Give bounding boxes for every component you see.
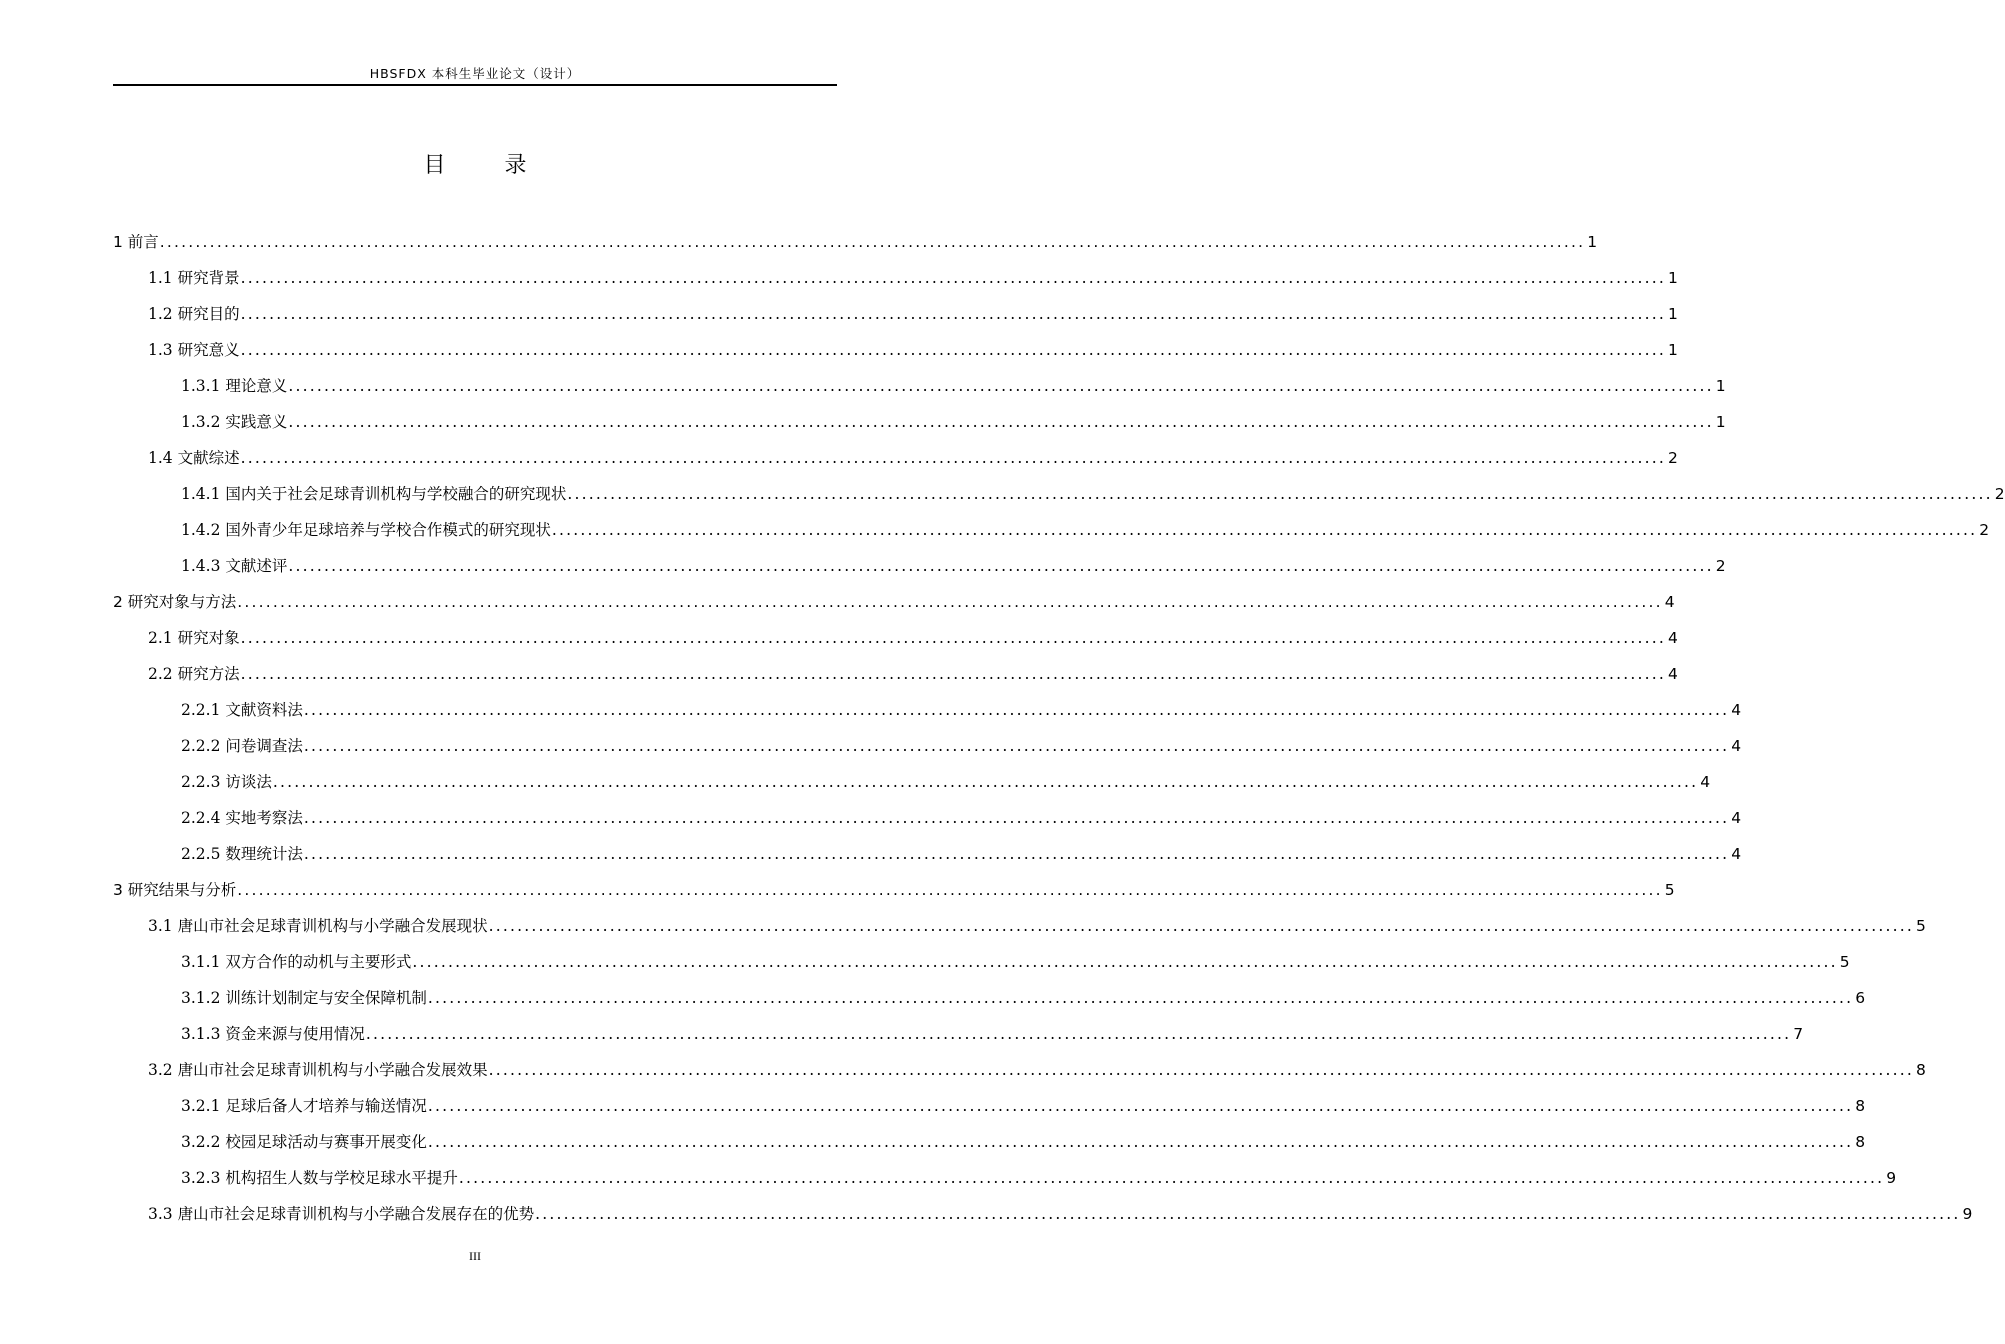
toc-entry-title: 1.1 研究背景	[148, 269, 240, 287]
toc-entry-page: 8	[1855, 1097, 1866, 1115]
toc-entry-title: 3.1.2 训练计划制定与安全保障机制	[181, 989, 427, 1007]
toc-entry-title: 3.2.3 机构招生人数与学校足球水平提升	[181, 1169, 458, 1187]
toc-entry-page: 4	[1700, 773, 1711, 791]
toc-entry-title: 2.2.3 访谈法	[181, 773, 272, 791]
toc-leader-dots: ........................................................................................................................................................................................................	[303, 809, 1730, 827]
toc-entry-title: 2.2 研究方法	[148, 665, 240, 683]
toc-leader-dots: ........................................................................................................................................................................................................	[488, 917, 1914, 935]
toc-entry-title: 3.2 唐山市社会足球青训机构与小学融合发展效果	[148, 1061, 488, 1079]
page-number: III	[469, 1249, 481, 1263]
toc-entry[interactable]	[113, 836, 1742, 872]
toc-entry[interactable]	[113, 1088, 1866, 1124]
toc-entry-page: 4	[1667, 629, 1678, 647]
toc-leader-dots: ........................................................................................................................................................................................................	[488, 1061, 1914, 1079]
toc-entry[interactable]	[113, 656, 1678, 692]
toc-entry[interactable]	[113, 872, 1675, 908]
toc-entry-title: 1.4.3 文献述评	[181, 557, 288, 575]
header-rule	[113, 84, 837, 86]
toc-entry[interactable]	[113, 944, 1850, 980]
toc-entry-title: 2.1 研究对象	[148, 629, 240, 647]
toc-leader-dots: ........................................................................................................................................................................................................	[288, 377, 1714, 395]
toc-entry[interactable]	[113, 548, 1726, 584]
toc-entry-title: 1.2 研究目的	[148, 305, 240, 323]
toc-leader-dots: ........................................................................................................................................................................................................	[272, 773, 1699, 791]
toc-title: 目 录	[423, 153, 553, 178]
toc-leader-dots: ........................................................................................................................................................................................................	[365, 1025, 1792, 1043]
toc-entry[interactable]	[113, 404, 1726, 440]
toc-entry-page: 1	[1667, 269, 1678, 287]
toc-entry-page: 1	[1715, 377, 1726, 395]
toc-entry-page: 5	[1916, 917, 1926, 935]
toc-entry[interactable]	[113, 584, 1675, 620]
toc-entry-page: 7	[1793, 1025, 1804, 1043]
toc-leader-dots: ........................................................................................................................................................................................................	[240, 269, 1666, 287]
toc-leader-dots: ........................................................................................................................................................................................................	[427, 989, 1854, 1007]
toc-entry[interactable]	[113, 440, 1678, 476]
toc-entry-page: 5	[1664, 881, 1675, 899]
toc-entry-page: 1	[1667, 305, 1678, 323]
toc-entry[interactable]	[113, 224, 1598, 260]
toc-entry-title: 3.3 唐山市社会足球青训机构与小学融合发展存在的优势	[148, 1205, 535, 1223]
toc-leader-dots: ........................................................................................................................................................................................................	[412, 953, 1838, 971]
toc-leader-dots: ........................................................................................................................................................................................................	[303, 845, 1730, 863]
toc-leader-dots: ........................................................................................................................................................................................................	[288, 557, 1714, 575]
toc-leader-dots: ........................................................................................................................................................................................................	[240, 341, 1666, 359]
toc-entry[interactable]	[113, 1016, 1804, 1052]
toc-leader-dots: ........................................................................................................................................................................................................	[159, 233, 1586, 251]
toc-leader-dots: ........................................................................................................................................................................................................	[535, 1205, 1961, 1223]
toc-leader-dots: ........................................................................................................................................................................................................	[427, 1097, 1854, 1115]
toc-entry-title: 1 前言	[113, 233, 159, 251]
toc-entry-page: 5	[1839, 953, 1850, 971]
toc-entry[interactable]	[113, 800, 1742, 836]
toc-leader-dots: ........................................................................................................................................................................................................	[551, 521, 1978, 539]
toc-entry-title: 3.1 唐山市社会足球青训机构与小学融合发展现状	[148, 917, 488, 935]
toc-leader-dots: ........................................................................................................................................................................................................	[240, 449, 1666, 467]
toc-entry[interactable]	[113, 764, 1711, 800]
toc-entry[interactable]	[113, 908, 1926, 944]
toc-entry[interactable]	[113, 296, 1678, 332]
toc-leader-dots: ........................................................................................................................................................................................................	[458, 1169, 1885, 1187]
toc-entry-title: 3.1.3 资金来源与使用情况	[181, 1025, 365, 1043]
toc-entry-title: 3 研究结果与分析	[113, 881, 237, 899]
toc-entry[interactable]	[113, 728, 1742, 764]
toc-entry-page: 4	[1664, 593, 1675, 611]
toc-entry-page: 4	[1731, 809, 1742, 827]
toc-entry-page: 6	[1855, 989, 1866, 1007]
toc-leader-dots: ........................................................................................................................................................................................................	[303, 737, 1730, 755]
toc-entry[interactable]	[113, 980, 1866, 1016]
toc-entry[interactable]	[113, 1160, 1897, 1196]
toc-entry[interactable]	[113, 512, 1990, 548]
toc-entry-title: 1.3.2 实践意义	[181, 413, 288, 431]
toc-entry-title: 3.2.1 足球后备人才培养与输送情况	[181, 1097, 427, 1115]
toc-leader-dots: ........................................................................................................................................................................................................	[237, 593, 1663, 611]
toc-entry[interactable]	[113, 1052, 1926, 1088]
toc-entry-title: 3.1.1 双方合作的动机与主要形式	[181, 953, 412, 971]
toc-leader-dots: ........................................................................................................................................................................................................	[237, 881, 1663, 899]
toc-entry-title: 1.4 文献综述	[148, 449, 240, 467]
toc-entry[interactable]	[113, 620, 1678, 656]
toc-entry-title: 1.4.1 国内关于社会足球青训机构与学校融合的研究现状	[181, 485, 567, 503]
toc-entry-page: 8	[1855, 1133, 1866, 1151]
toc-entry-page: 2	[1994, 485, 2005, 503]
toc-leader-dots: ........................................................................................................................................................................................................	[288, 413, 1714, 431]
toc-leader-dots: ........................................................................................................................................................................................................	[427, 1133, 1854, 1151]
toc-entry-title: 2.2.1 文献资料法	[181, 701, 303, 719]
toc-leader-dots: ........................................................................................................................................................................................................	[303, 701, 1730, 719]
toc-entry-title: 2.2.2 问卷调查法	[181, 737, 303, 755]
toc-entry-title: 2.2.5 数理统计法	[181, 845, 303, 863]
toc-entry-title: 2.2.4 实地考察法	[181, 809, 303, 827]
toc-entry[interactable]	[113, 260, 1678, 296]
toc-leader-dots: ........................................................................................................................................................................................................	[240, 305, 1666, 323]
toc-entry-page: 2	[1715, 557, 1726, 575]
toc-entry-page: 4	[1667, 665, 1678, 683]
toc-entry-title: 1.3 研究意义	[148, 341, 240, 359]
toc-entry-page: 1	[1587, 233, 1598, 251]
toc-entry-page: 4	[1731, 845, 1742, 863]
toc-entry-title: 3.2.2 校园足球活动与赛事开展变化	[181, 1133, 427, 1151]
toc-leader-dots: ........................................................................................................................................................................................................	[240, 665, 1666, 683]
toc-entry-page: 8	[1916, 1061, 1926, 1079]
toc-leader-dots: ........................................................................................................................................................................................................	[240, 629, 1666, 647]
toc-entry-page: 2	[1667, 449, 1678, 467]
toc-entry[interactable]	[113, 368, 1726, 404]
toc-entry-page: 4	[1731, 701, 1742, 719]
toc-entry-title: 2 研究对象与方法	[113, 593, 237, 611]
toc-entry[interactable]	[113, 476, 2005, 512]
toc-entry[interactable]	[113, 1196, 1973, 1232]
toc-entry-page: 1	[1715, 413, 1726, 431]
toc-entry[interactable]	[113, 692, 1742, 728]
toc-entry-page: 2	[1979, 521, 1990, 539]
toc-entry[interactable]	[113, 332, 1678, 368]
toc-entry-page: 4	[1731, 737, 1742, 755]
toc-entry-title: 1.4.2 国外青少年足球培养与学校合作模式的研究现状	[181, 521, 551, 539]
toc-entry-page: 9	[1962, 1205, 1973, 1223]
toc-entry-page: 9	[1886, 1169, 1897, 1187]
toc-entry-page: 1	[1667, 341, 1678, 359]
toc-entry-title: 1.3.1 理论意义	[181, 377, 288, 395]
toc-entry[interactable]	[113, 1124, 1866, 1160]
toc-leader-dots: ........................................................................................................................................................................................................	[567, 485, 1993, 503]
running-header: HBSFDX 本科生毕业论文（设计）	[369, 66, 581, 81]
